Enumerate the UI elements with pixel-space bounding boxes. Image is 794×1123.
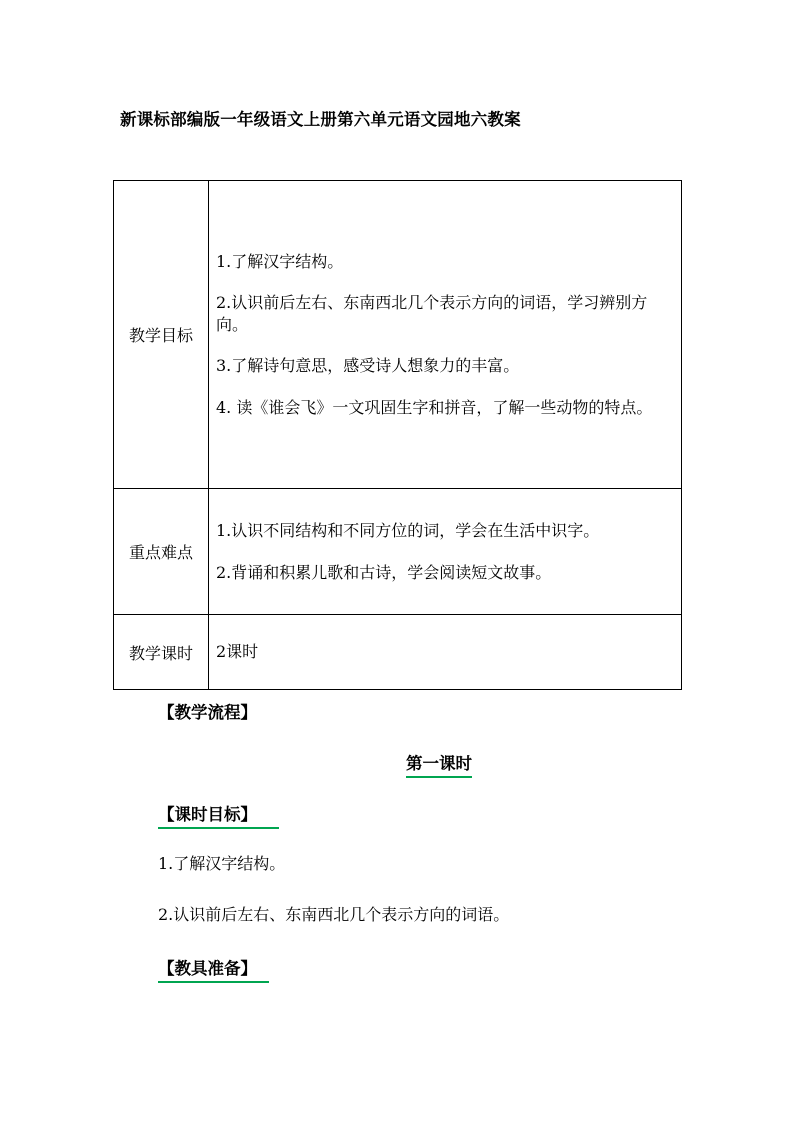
class-hours-label: 教学课时 [114,615,209,690]
key-difficulties-content [209,489,682,615]
teaching-goal-item: 1.了解汉字结构。 [216,251,344,271]
teaching-goal-item: 2.认识前后左右、东南西北几个表示方向的词语，学习辨别方向。 [216,293,648,334]
lesson-title: 第一课时 [406,750,472,778]
teaching-goal-item: 4. 读《谁会飞》一文巩固生字和拼音，了解一些动物的特点。 [216,397,653,417]
key-difficulty-item: 1.认识不同结构和不同方位的词，学会在生活中识字。 [216,520,600,540]
teaching-goal-item: 3.了解诗句意思，感受诗人想象力的丰富。 [216,356,520,376]
table-row-teaching-goals [114,181,682,489]
document-title: 新课标部编版一年级语文上册第六单元语文园地六教案 [120,110,521,129]
lesson-goal-item: 1.了解汉字结构。 [158,854,286,873]
teaching-goals-label: 教学目标 [114,181,209,489]
table-row-key-difficulties [114,489,682,615]
class-hours-value: 2课时 [209,615,682,690]
teaching-flow-heading: 【教学流程】 [158,703,257,722]
key-difficulty-item: 2.背诵和积累儿歌和古诗，学会阅读短文故事。 [216,562,552,582]
table-row-class-hours [114,615,682,690]
lesson-info-table [113,180,682,690]
lesson-goal-item: 2.认识前后左右、东南西北几个表示方向的词语。 [158,905,510,924]
teaching-tools-heading: 【教具准备】 [158,955,269,983]
teaching-goals-content [209,181,682,489]
key-difficulties-label: 重点难点 [114,489,209,615]
lesson-goals-heading: 【课时目标】 [158,801,279,829]
